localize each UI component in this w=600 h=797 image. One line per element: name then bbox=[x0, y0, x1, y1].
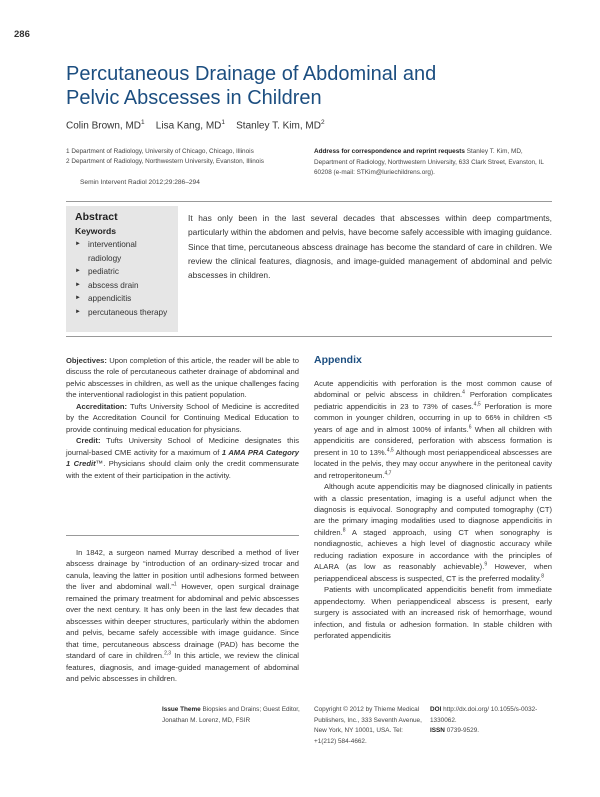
appendix-text: Although acute appendicitis may be diagnosed clinically in patients with a classic presentation, imaging is a useful adjunct when the diagnosis is equivocal. Sonography and computed tomography (CT) are the primary imaging modalities used to diagnose appendicitis in children. bbox=[314, 482, 552, 537]
introduction-paragraph bbox=[66, 547, 299, 684]
keyword-item: ► abscess drain bbox=[75, 279, 205, 293]
keyword-item: ► interventional radiology bbox=[75, 238, 168, 265]
appendix-body bbox=[314, 378, 552, 641]
credit-designation: 1 AMA PRA Category 1 Credit bbox=[66, 447, 299, 469]
appendix-text: A staged approach, using CT when sonography is nondiagnostic, achieves a high level of diagnostic accuracy while reducing radiation exposure in accordance with the principles of ALARA (as low as reasonably achievable). bbox=[314, 527, 552, 572]
citation-ref: 1 bbox=[173, 581, 177, 588]
citation-ref: 9 bbox=[484, 561, 488, 568]
credit-paragraph bbox=[66, 435, 299, 481]
doi-label: DOI bbox=[430, 706, 442, 713]
introduction-section bbox=[66, 547, 299, 684]
credit-text-end: ™. Physicians should claim only the credit commensurate with the extent of their participation in the activity. bbox=[66, 459, 299, 480]
credit-label: Credit: bbox=[76, 436, 101, 446]
appendix-text: Patients with uncomplicated appendicitis benefit from immediate appendectomy. When periappendiceal abscess is present, early surgery is associated with an increased risk of hemorrhage, wound infection, and fistula or adhesion formation. In stable children with perforated appendicitis bbox=[314, 585, 552, 640]
abstract-heading: Abstract bbox=[75, 211, 118, 223]
correspondence-text: Stanley T. Kim, MD, Department of Radiology, Northwestern University, 633 Clark Street, Evanston, IL 60208 (e-mail: STKim@luriechildrens.org). bbox=[314, 148, 544, 177]
page-number: 286 bbox=[14, 29, 30, 40]
appendix-paragraph bbox=[314, 584, 552, 641]
appendix-text: Acute appendicitis with perforation is the most common cause of abdominal or pelvic abscess in children. bbox=[314, 379, 552, 400]
citation-ref: 6 bbox=[468, 424, 472, 431]
issue-theme-label: Issue Theme bbox=[162, 706, 201, 713]
correspondence-address bbox=[314, 147, 554, 179]
appendix-text: Perforation complicates pediatric appendicitis in 23 to 73% of cases. bbox=[314, 390, 552, 411]
citation-ref: 2,3 bbox=[164, 650, 172, 657]
intro-text: However, open surgical drainage remained the primary treatment for abdominal and pelvic abscesses over the next century. It has only been in the last few decades that abscesses within deeper structures, particularly within the abdomen and pelvis, became safely accessible with image guidance. Since that time, percutaneous abscess drainage (PAD) has become the standard of care in children. bbox=[66, 582, 299, 661]
affiliation-line: 2 Department of Radiology, Northwestern University, Evanston, Illinois bbox=[66, 158, 264, 165]
intro-text: In 1842, a surgeon named Murray described a method of liver abscess drainage by “introduction of an ordinary-sized trocar and canula, leaving the latter in position until adhesions formed between the liver and abdominal wall.” bbox=[66, 548, 299, 592]
left-column bbox=[66, 355, 299, 481]
intro-text: In this article, we review the clinical features, diagnosis, and image-guided management of abdominal and pelvic abscesses in children. bbox=[66, 651, 299, 683]
author-name: Colin Brown, MD bbox=[66, 120, 142, 132]
citation-ref: 4,5 bbox=[473, 401, 481, 408]
appendix-text: Although most periappendiceal abscesses are located in the pelvis, they may occur anywhere in the peritoneal cavity and retroperitoneum. bbox=[314, 447, 552, 480]
issue-theme-note bbox=[162, 705, 302, 726]
issue-theme-text: Biopsies and Drains; Guest Editor, Jonathan M. Lorenz, MD, FSIR bbox=[162, 706, 300, 724]
appendix-text: However, when periappendiceal abscess is suspected, CT is the preferred modality. bbox=[314, 562, 553, 583]
article-title: Percutaneous Drainage of Abdominal and Pelvic Abscesses in Children bbox=[66, 63, 437, 109]
author-affiliation-mark: 2 bbox=[320, 119, 325, 126]
abstract-text: It has only been in the last several decades that abscesses within deep compartments, particularly within the abdomen and pelvis, have become safely accessible with imaging guidance. Since that time, percutaneous abscess drainage has become the standard of care in children. We review the clinical features, diagnosis, and image-guided management of abdominal and pelvic abscesses in children. bbox=[188, 213, 552, 281]
journal-citation: Semin Intervent Radiol 2012;29:286–294 bbox=[80, 179, 200, 186]
accreditation-label: Accreditation: bbox=[76, 401, 128, 411]
keyword-list bbox=[75, 238, 205, 319]
objectives-divider bbox=[66, 535, 299, 536]
appendix-text: Perforation is more common in younger children, occurring in up to 66% in children <5 years of age and in almost 100% of infants. bbox=[314, 401, 552, 434]
affiliation-line: 1 Department of Radiology, University of Chicago, Chicago, Illinois bbox=[66, 148, 254, 155]
issn-label: ISSN bbox=[430, 727, 445, 735]
author-affiliation-mark: 1 bbox=[221, 119, 225, 126]
doi-note bbox=[430, 705, 554, 737]
author-list bbox=[66, 119, 325, 131]
objectives-text: Upon completion of this article, the reader will be able to discuss the role of percutaneous catheter drainage of abdominal and pelvic abscesses in children, as well as the unique challenges facing the interventional radiologist in this patient population. bbox=[66, 356, 299, 400]
citation-ref: 8 bbox=[541, 573, 545, 580]
keywords-heading: Keywords bbox=[75, 226, 117, 236]
accreditation-text: Tufts University School of Medicine is accredited by the Accreditation Council for Continuing Medical Education to provide continuing medical education for physicians. bbox=[66, 401, 299, 434]
header-divider bbox=[66, 201, 552, 202]
abstract-divider bbox=[66, 336, 552, 337]
issn-value: 0739-9529. bbox=[446, 727, 480, 735]
keyword-item: ► pediatric bbox=[75, 265, 205, 279]
author-affiliation-mark: 1 bbox=[141, 119, 145, 126]
affiliations bbox=[66, 147, 264, 167]
appendix-paragraph bbox=[314, 378, 552, 481]
author-name: Lisa Kang, MD bbox=[155, 120, 222, 132]
credit-text: Tufts University School of Medicine designates this journal-based CME activity for a maximum of bbox=[66, 436, 300, 457]
appendix-paragraph bbox=[314, 481, 552, 584]
objectives-label: Objectives: bbox=[66, 356, 107, 365]
appendix-text: When all children with appendicitis are considered, perforation with abscess formation is present in 10 to 13%. bbox=[314, 424, 552, 457]
objectives-paragraph bbox=[66, 355, 299, 401]
accreditation-paragraph bbox=[66, 401, 299, 435]
doi-link[interactable]: http://dx.doi.org/ 10.1055/s-0032-1330062. bbox=[430, 706, 538, 724]
correspondence-label: Address for correspondence and reprint requests bbox=[314, 148, 465, 155]
citation-ref: 4,5 bbox=[386, 447, 394, 454]
copyright-note: Copyright © 2012 by Thieme Medical Publishers, Inc., 333 Seventh Avenue, New York, NY 10001, USA. Tel: +1(212) 584-4662. bbox=[314, 706, 422, 745]
citation-ref: 4,7 bbox=[384, 470, 392, 477]
citation-ref: 8 bbox=[342, 527, 346, 534]
citation-ref: 4 bbox=[462, 389, 465, 396]
appendix-heading: Appendix bbox=[314, 354, 362, 366]
author-name: Stanley T. Kim, MD bbox=[236, 120, 321, 132]
keyword-item: ► appendicitis bbox=[75, 292, 205, 306]
keyword-item: ► percutaneous therapy bbox=[75, 306, 205, 320]
